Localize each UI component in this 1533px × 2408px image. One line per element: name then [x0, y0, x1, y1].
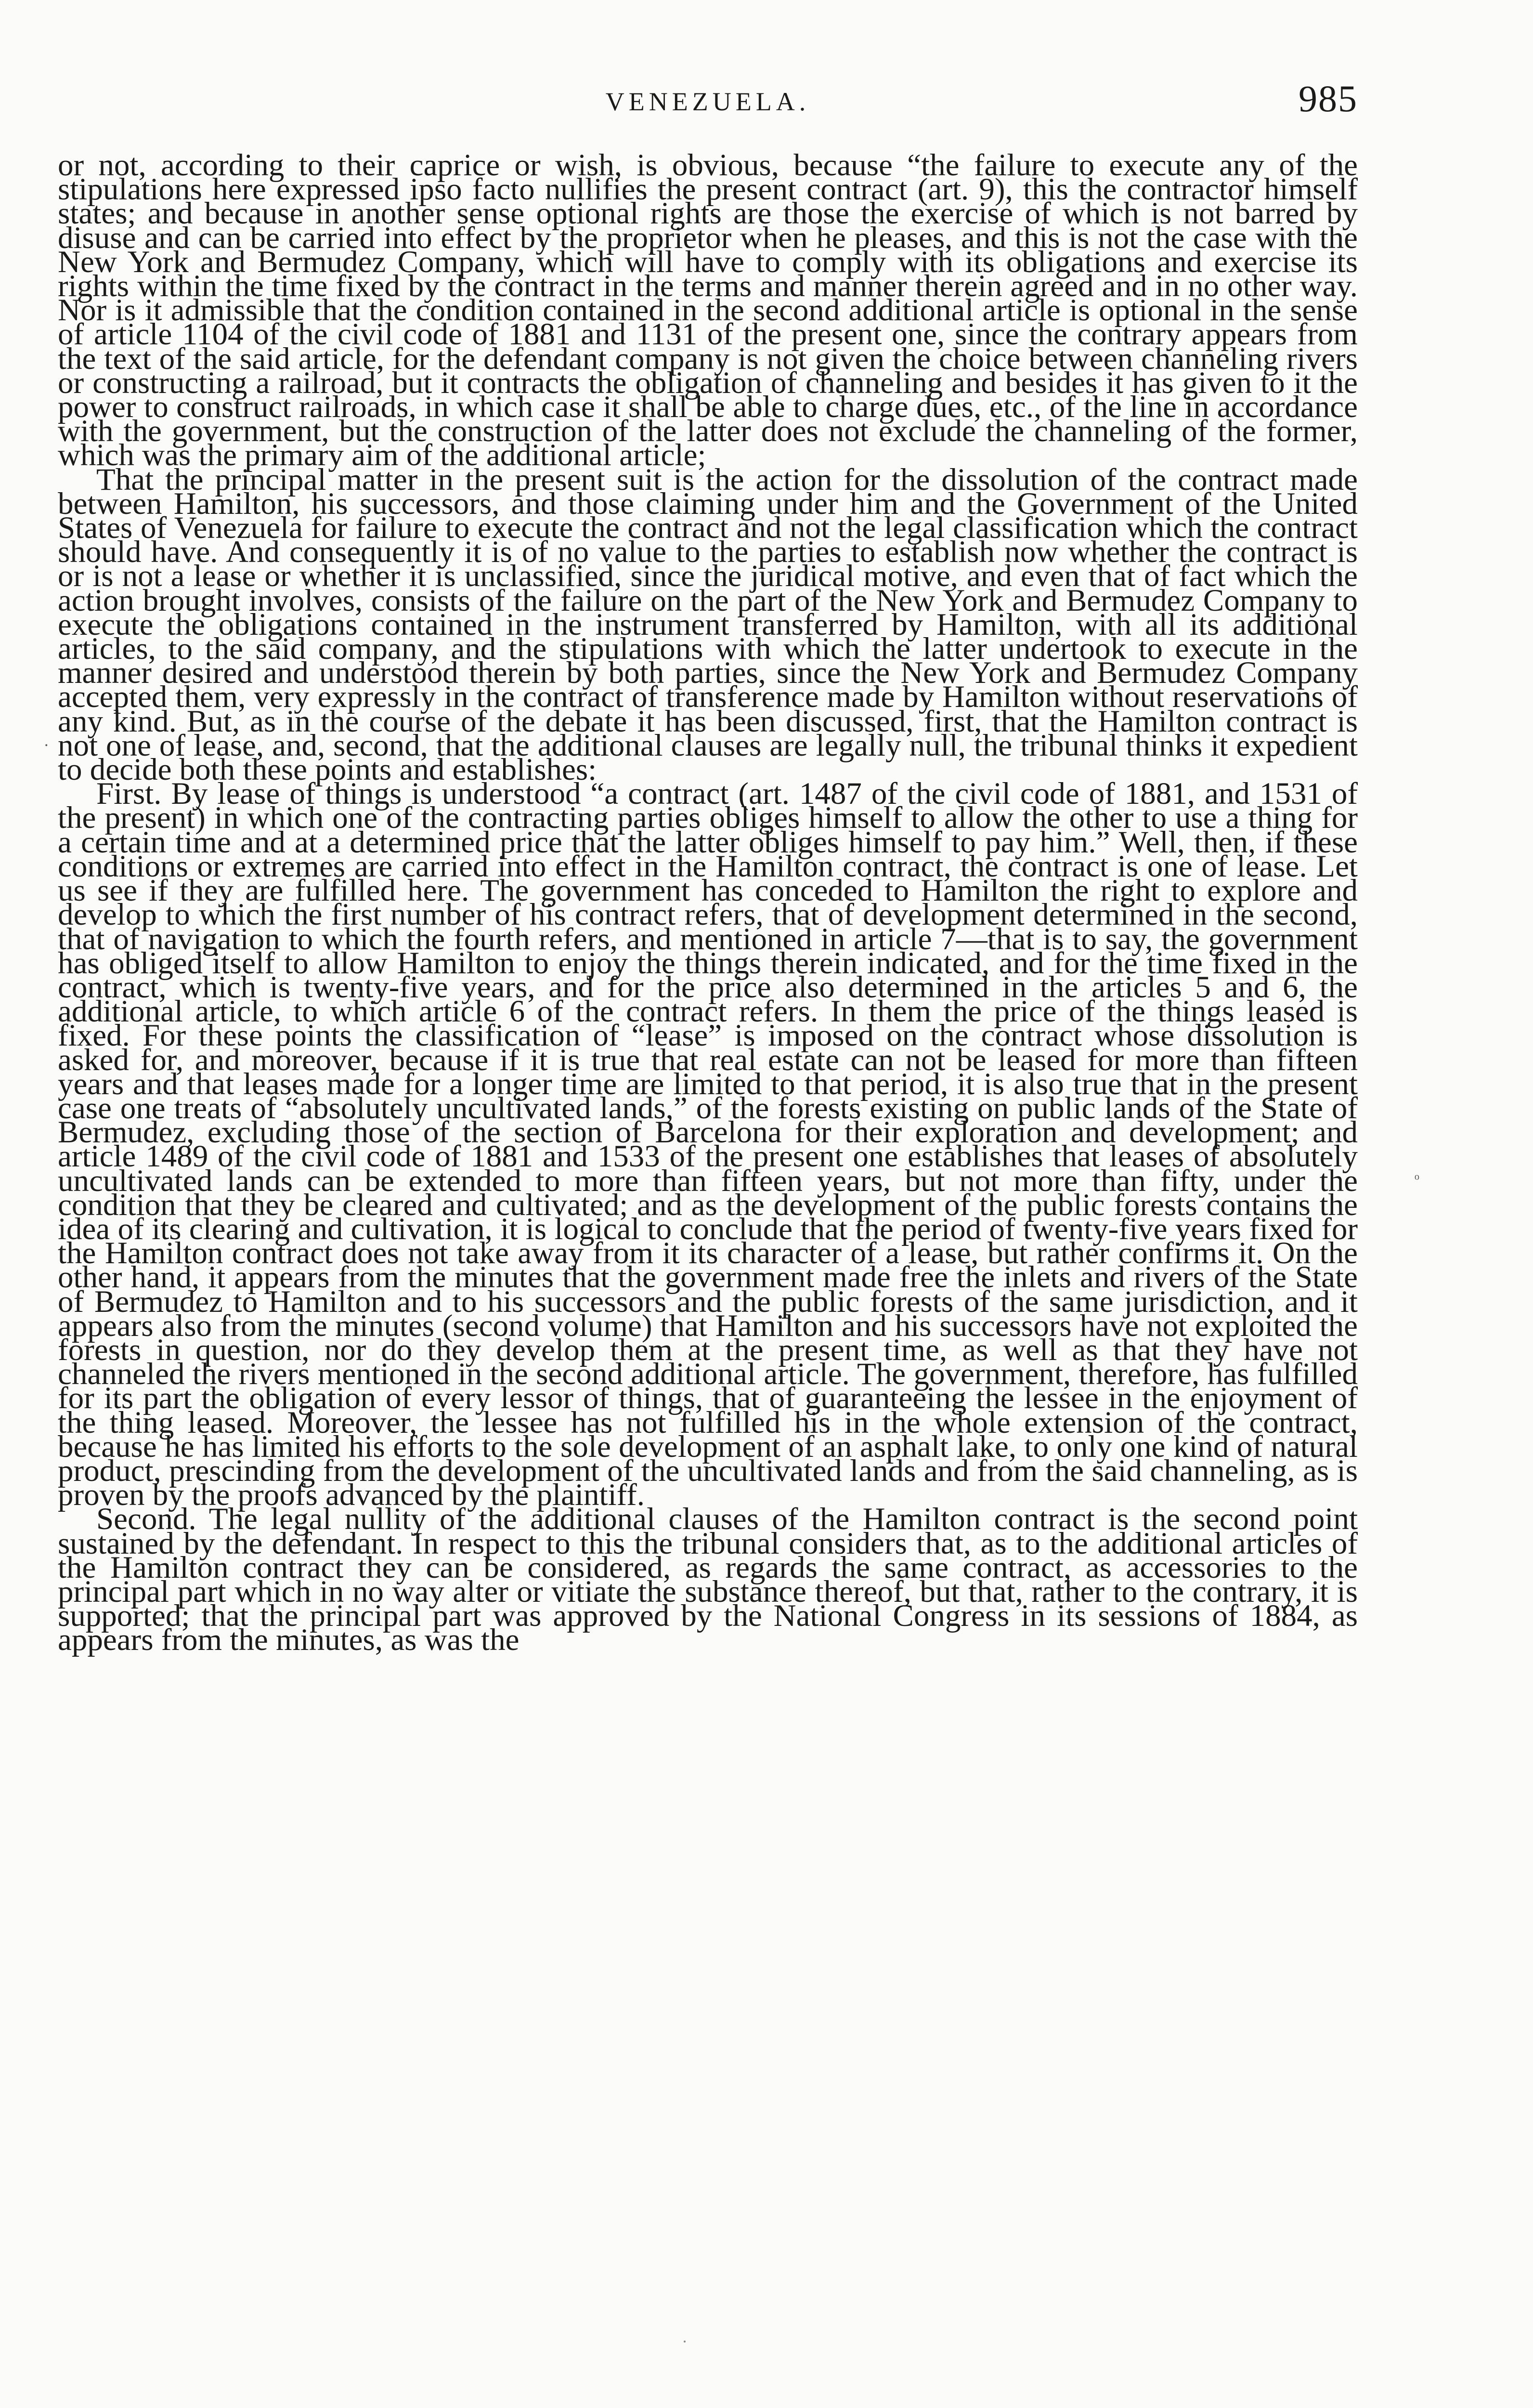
print-speck: [684, 2341, 686, 2343]
paragraph-first-point: First. By lease of things is understood “a contract (art. 1487 of the civil code of 1881, and 1531 of the present) in which one of the contracting parties obliges himself to allow the other to use a thing for a certain time and at a determined price that the latter obliges himself to pay him.” Well, then, if these conditions or extremes are carried into effect in the Hamilton contract, the contract is one of lease. Let us see if they are fulfilled here. The government has conceded to Hamilton the right to explore and develop to which the first number of his contract refers, that of development determined in the second, that of navigation to which the fourth refers, and mentioned in article 7—that is to say, the government has obliged itself to allow Hamilton to enjoy the things therein indicated, and for the time fixed in the contract, which is twenty-five years, and for the price also determined in the articles 5 and 6, the additional article, to which article 6 of the contract refers. In them the price of the things leased is fixed. For these points the classification of “lease” is imposed on the contract whose dissolution is asked for, and moreover, because if it is true that real estate can not be leased for more than fifteen years and that leases made for a longer time are limited to that period, it is also true that in the present case one treats of “absolutely uncultivated lands,” of the forests existing on public lands of the State of Bermudez, excluding those of the section of Barcelona for their exploration and development; and article 1489 of the civil code of 1881 and 1533 of the present one establishes that leases of absolutely uncultivated lands can be extended to more than fifteen years, but not more than fifty, under the condition that they be cleared and cultivated; and as the development of the public forests contains the idea of its clearing and cultivation, it is logical to conclude that the period of twenty-five years fixed for the Hamilton contract does not take away from it its character of a lease, but rather confirms it. On the other hand, it appears from the minutes that the government made free the inlets and rivers of the State of Bermudez to Hamilton and to his successors and the public forests of the same jurisdiction, and it appears also from the minutes (second volume) that Hamilton and his successors have not exploited the forests in question, nor do they develop them at the present time, as well as that they have not channeled the rivers mentioned in the second additional article. The government, therefore, has fulfilled for its part the obligation of every lessor of things, that of guaranteeing the lessee in the enjoyment of the thing leased. Moreover, the lessee has not fulfilled his in the whole extension of the contract, because he has limited his efforts to the sole development of an asphalt lake, to only one kind of natural product, prescinding from the development of the uncultivated lands and from the said channeling, as is proven by the proofs advanced by the plaintiff.: [58, 776, 1358, 1513]
paragraph-second-point: Second. The legal nullity of the additional clauses of the Hamilton contract is the second point sustained by the defendant. In respect to this the tribunal considers that, as to the additional articles of the Hamilton contract they can be considered, as regards the same contract, as accessories to the principal part which in no way alter or vitiate the substance thereof, but that, rather to the contrary, it is supported; that the principal part was approved by the National Congress in its sessions of 1884, as appears from the minutes, as was the: [58, 1502, 1358, 1658]
paragraph-continuation: or not, according to their caprice or wish, is obvious, because “the failure to execute any of the stipulations here expressed ipso facto nullifies the present contract (art. 9), this the contractor himself states; and because in another sense optional rights are those the exercise of which is not barred by disuse and can be carried into effect by the proprietor when he pleases, and this is not the case with the New York and Bermudez Company, which will have to comply with its obligations and exercise its rights within the time fixed by the contract in the terms and manner therein agreed and in no other way. Nor is it admissible that the condition contained in the second additional article is optional in the sense of article 1104 of the civil code of 1881 and 1131 of the present one, since the contrary appears from the text of the said article, for the defendant company is not given the choice between channeling rivers or constructing a railroad, but it contracts the obligation of channeling and besides it has given to it the power to construct railroads, in which case it shall be able to charge dues, etc., of the line in accordance with the government, but the construction of the latter does not exclude the channeling of the former, which was the primary aim of the additional article;: [58, 148, 1358, 473]
running-header: [58, 72, 1358, 130]
paragraph-principal-matter: That the principal matter in the present suit is the action for the dissolution of the contract made between Hamilton, his successors, and those claiming under him and the Government of the United States of Venezuela for failure to execute the contract and not the legal classification which the contract should have. And consequently it is of no value to the parties to establish now whether the contract is or is not a lease or whether it is unclassified, since the juridical motive, and even that of fact which the action brought involves, consists of the failure on the part of the New York and Bermudez Company to execute the obligations contained in the instrument transferred by Hamilton, with all its additional articles, to the said company, and the stipulations with which the latter undertook to execute in the manner desired and understood therein by both parties, since the New York and Bermudez Company accepted them, very expressly in the contract of transference made by Hamilton without reservations of any kind. But, as in the course of the debate it has been discussed, first, that the Hamilton contract is not one of lease, and, second, that the additional clauses are legally null, the tribunal thinks it expedient to decide both these points and establishes:: [58, 462, 1358, 787]
body-text: [58, 148, 1358, 1658]
margin-mark-right: ᵒ: [1415, 1170, 1419, 1188]
running-title: VENEZUELA.: [605, 87, 810, 116]
page-number: 985: [1299, 78, 1358, 119]
margin-mark-left: .: [44, 732, 49, 750]
